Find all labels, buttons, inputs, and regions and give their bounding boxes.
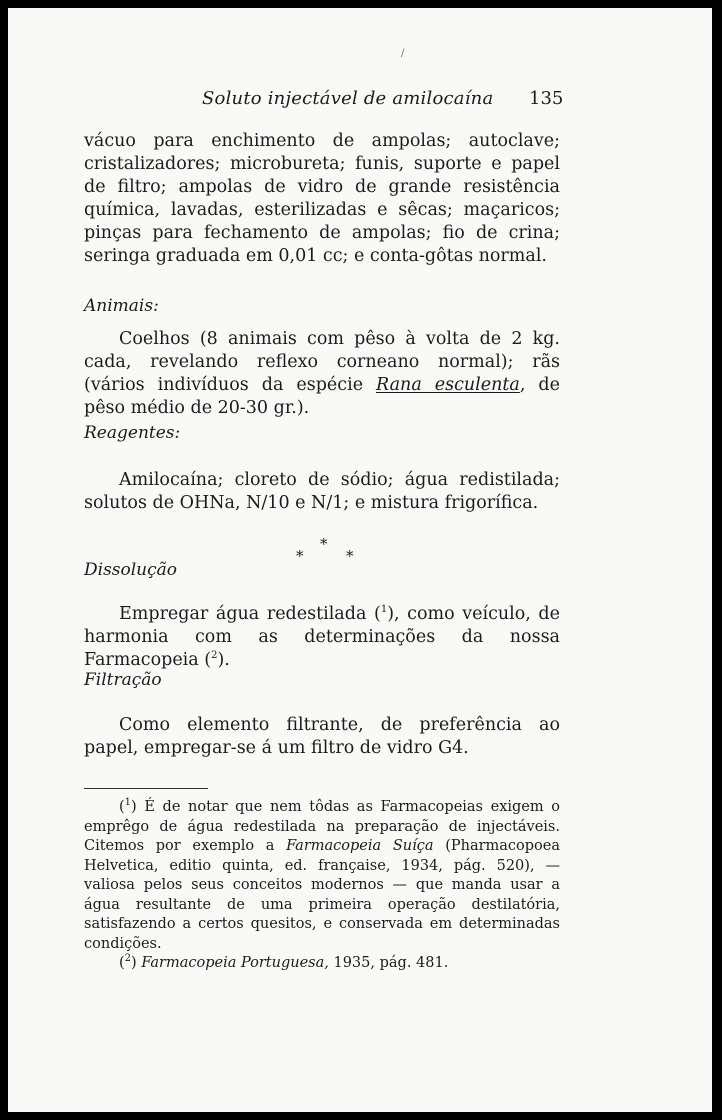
scan-speck: / bbox=[401, 48, 405, 59]
animals-text-end: , de pêso médio de 20-30 gr.). bbox=[84, 375, 560, 418]
page-header bbox=[8, 88, 712, 112]
asterism-star: * bbox=[320, 535, 328, 553]
reagents-paragraph: Amilocaína; cloreto de sódio; água redistilada; solutos de OHNa, N/10 e N/1; e mistura frigorífica. bbox=[84, 470, 560, 513]
footnote-ref-1: 1 bbox=[380, 604, 388, 616]
animals-paragraph bbox=[84, 328, 560, 420]
filtration-paragraph: Como elemento filtrante, de preferência ao papel, empregar-se á um filtro de vidro G4. bbox=[84, 715, 560, 758]
footnote-1-title: Farmacopeia Suíça bbox=[286, 838, 434, 854]
asterism-star: * bbox=[346, 547, 354, 565]
footnote-2-title: Farmacopeia Portuguesa, bbox=[141, 955, 329, 971]
footnote-ref-2: 2 bbox=[211, 650, 218, 662]
book-page bbox=[8, 8, 712, 1112]
section-heading-reagentes: Reagentes: bbox=[84, 423, 181, 443]
dissolution-text-end: ). bbox=[217, 650, 230, 670]
equipment-paragraph: vácuo para enchimento de ampolas; autoclave; cristalizadores; microbureta; funis, suporte e papel de filtro; ampolas de vidro de grande resistência química, lavadas, esterilizadas e sêcas; maçaricos; pinças para fechamento de ampolas; fio de crina; seringa graduada em 0,01 cc; e conta-gôtas normal. bbox=[84, 131, 560, 266]
footnote-separator bbox=[84, 788, 208, 789]
footnote-1: ($^1$) É de notar que nem tôdas as Farmacopeias exigem o emprêgo de água redestilada na preparação de injectáveis. Citemos por exemplo a Farmacopeia Suíça (Pharmacopoea Helvetica, editio quinta, ed. française, 1934, pág. 520), — valiosa pelos seus conceitos modernos — que manda usar a água resultante de uma primeira operação destilatória, satisfazendo a certos quesitos, e conservada em determinadas condições. bbox=[84, 797, 561, 952]
footnote-1-mark: 1 bbox=[124, 797, 132, 809]
footnotes bbox=[84, 798, 560, 974]
dissolution-text-start: Empregar água redestilada ( bbox=[119, 604, 381, 624]
section-heading-animais: Animais: bbox=[84, 296, 159, 316]
footnote-1-text-end: (Pharmacopoea Helvetica, editio quinta, ed. française, 1934, pág. 520), — valiosa pelos seus conceitos modernos — que manda usar a água resultante de uma primeira operação destilatória, satisfazendo a certos quesitos, e conservada em determinadas condições. bbox=[84, 838, 561, 952]
asterism-star: * bbox=[296, 547, 304, 565]
footnote-2: ($^2$) Farmacopeia Portuguesa, 1935, pág. 481. bbox=[119, 953, 449, 971]
dissolution-paragraph bbox=[84, 603, 560, 672]
species-name: Rana esculenta bbox=[376, 375, 520, 395]
section-heading-filtracao: Filtração bbox=[84, 670, 162, 690]
section-heading-dissolucao: Dissolução bbox=[84, 560, 178, 580]
footnote-2-text: 1935, pág. 481. bbox=[328, 955, 449, 971]
animals-text-start: Coelhos (8 animais com pêso à volta de 2 kg. cada, revelando reflexo corneano normal); rãs (vários indivíduos da espécie bbox=[84, 329, 560, 395]
dissolution-text-middle: ), como veículo, de harmonia com as determinações da nossa Farmacopeia ( bbox=[84, 604, 560, 670]
page-number: 135 bbox=[529, 88, 564, 109]
asterism bbox=[288, 535, 358, 565]
running-title: Soluto injectável de amilocaína bbox=[202, 88, 494, 109]
footnote-2-mark: 2 bbox=[124, 953, 132, 965]
footnote-1-text: É de notar que nem tôdas as Farmacopeias exigem o emprêgo de água redestilada na preparação de injectáveis. Citemos por exemplo a bbox=[84, 799, 560, 854]
